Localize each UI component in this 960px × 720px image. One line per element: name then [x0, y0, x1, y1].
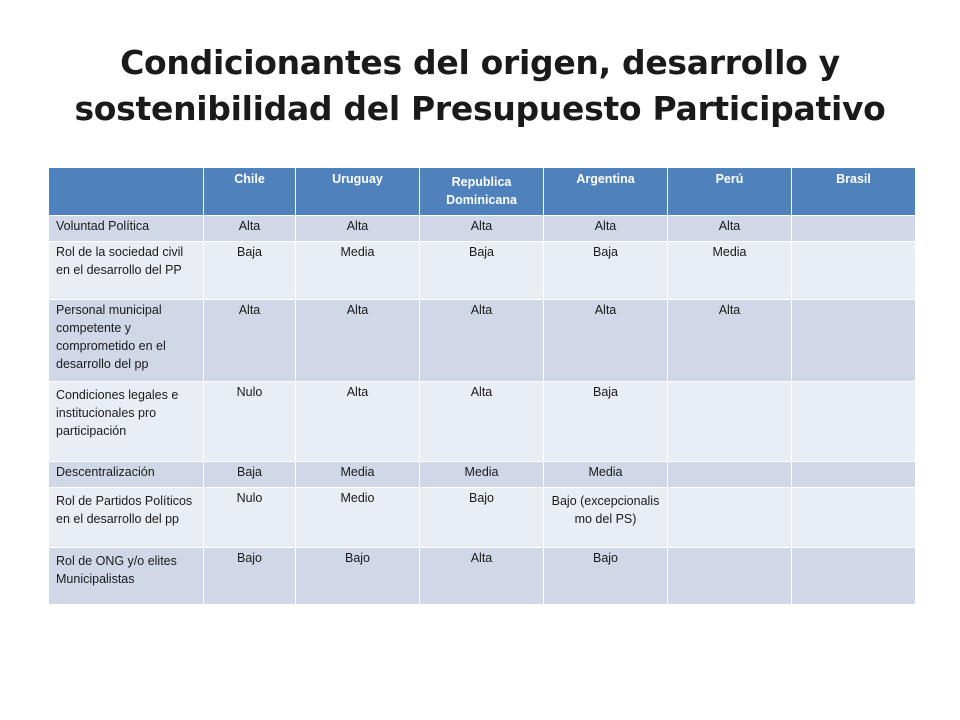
row-label: Descentralización	[49, 462, 204, 488]
cell-brasil	[792, 300, 916, 382]
cell-brasil	[792, 462, 916, 488]
header-cell-brasil: Brasil	[792, 168, 916, 216]
cell-uruguay: Medio	[296, 488, 420, 548]
table-row	[49, 548, 916, 605]
table-row	[49, 216, 916, 242]
row-label: Rol de la sociedad civil en el desarrollo del PP	[49, 242, 204, 300]
cell-chile: Nulo	[204, 488, 296, 548]
title-line-1: Condicionantes del origen, desarrollo y	[120, 43, 840, 82]
row-label: Condiciones legales e institucionales pro participación	[49, 382, 204, 462]
cell-brasil	[792, 242, 916, 300]
cell-argentina: Baja	[544, 242, 668, 300]
cell-argentina: Alta	[544, 216, 668, 242]
header-cell-chile: Chile	[204, 168, 296, 216]
conditions-table	[48, 167, 916, 605]
cell-republica-dominicana: Alta	[420, 300, 544, 382]
header-cell-empty	[49, 168, 204, 216]
cell-uruguay: Media	[296, 242, 420, 300]
cell-argentina: Alta	[544, 300, 668, 382]
table-header-row	[49, 168, 916, 216]
row-label: Personal municipal competente y comprometido en el desarrollo del pp	[49, 300, 204, 382]
cell-peru: Alta	[668, 216, 792, 242]
cell-republica-dominicana: Alta	[420, 548, 544, 605]
header-cell-peru: Perú	[668, 168, 792, 216]
cell-chile: Alta	[204, 300, 296, 382]
cell-chile: Baja	[204, 242, 296, 300]
cell-peru	[668, 462, 792, 488]
row-label: Rol de Partidos Políticos en el desarrollo del pp	[49, 488, 204, 548]
header-cell-uruguay: Uruguay	[296, 168, 420, 216]
cell-argentina: Baja	[544, 382, 668, 462]
row-label: Voluntad Política	[49, 216, 204, 242]
title-line-2: sostenibilidad del Presupuesto Participativo	[74, 89, 886, 128]
cell-chile: Baja	[204, 462, 296, 488]
cell-chile: Alta	[204, 216, 296, 242]
cell-brasil	[792, 488, 916, 548]
cell-peru	[668, 382, 792, 462]
cell-republica-dominicana: Baja	[420, 242, 544, 300]
cell-uruguay: Media	[296, 462, 420, 488]
cell-uruguay: Alta	[296, 216, 420, 242]
cell-peru: Alta	[668, 300, 792, 382]
cell-peru	[668, 488, 792, 548]
cell-brasil	[792, 216, 916, 242]
cell-chile: Bajo	[204, 548, 296, 605]
cell-argentina: Media	[544, 462, 668, 488]
cell-uruguay: Alta	[296, 300, 420, 382]
table-row	[49, 462, 916, 488]
cell-peru	[668, 548, 792, 605]
table-row	[49, 488, 916, 548]
cell-peru: Media	[668, 242, 792, 300]
cell-uruguay: Bajo	[296, 548, 420, 605]
table-row	[49, 382, 916, 462]
cell-argentina: Bajo (excepcionalismo del PS)	[544, 488, 668, 548]
cell-chile: Nulo	[204, 382, 296, 462]
cell-republica-dominicana: Alta	[420, 382, 544, 462]
cell-brasil	[792, 548, 916, 605]
header-cell-argentina: Argentina	[544, 168, 668, 216]
table-row	[49, 300, 916, 382]
row-label: Rol de ONG y/o elites Municipalistas	[49, 548, 204, 605]
cell-argentina: Bajo	[544, 548, 668, 605]
slide-title	[40, 40, 920, 132]
cell-republica-dominicana: Alta	[420, 216, 544, 242]
table-row	[49, 242, 916, 300]
header-cell-republica-dominicana: Republica Dominicana	[420, 168, 544, 216]
cell-republica-dominicana: Bajo	[420, 488, 544, 548]
cell-uruguay: Alta	[296, 382, 420, 462]
cell-republica-dominicana: Media	[420, 462, 544, 488]
cell-brasil	[792, 382, 916, 462]
